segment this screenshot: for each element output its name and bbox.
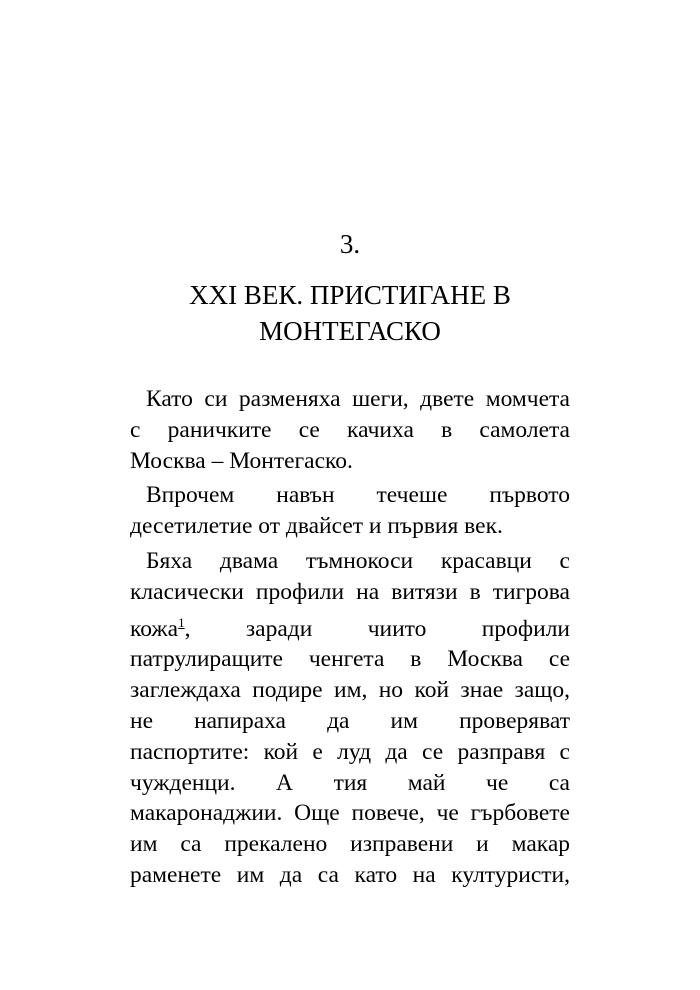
chapter-title <box>130 277 570 349</box>
body-text <box>130 384 570 895</box>
text-line: им са прекалено изправени и макар <box>130 831 570 858</box>
text-fragment: кожа <box>130 615 179 642</box>
text-line: Като си разменяха шеги, двете момчета <box>146 386 570 412</box>
footnote-link[interactable]: 1 <box>178 614 185 630</box>
text-line: класически профили на витязи в тигрова <box>130 578 570 605</box>
text-line: заглеждаха подире им, но кой знае защо, <box>130 677 570 704</box>
text-line: патрулиращите ченгета в Москва се <box>130 646 570 673</box>
paragraph <box>130 546 570 891</box>
paragraph <box>130 384 570 476</box>
chapter-title-line: XXI ВЕК. ПРИСТИГАНЕ В <box>189 280 511 310</box>
text-line: Москва – Монтегаско. <box>130 447 353 474</box>
text-line: Бяха двама тъмнокоси красавци с <box>146 547 570 574</box>
chapter-title-line: МОНТЕГАСКО <box>259 316 441 346</box>
text-line: Впрочем навън течеше първото <box>146 482 570 509</box>
text-line: раменете им да са като на културисти, <box>130 861 570 888</box>
paragraph <box>130 480 570 542</box>
text-line: паспортите: кой е луд да се разправя с <box>130 738 570 765</box>
chapter-number: 3. <box>339 229 361 259</box>
text-fragment: , заради чиито профили <box>184 615 570 642</box>
text-line: десетилетие от двайсет и първия век. <box>130 513 503 540</box>
text-line: с раничките се качиха в самолета <box>130 416 570 443</box>
text-line: чужденци. А тия май че са <box>130 769 570 796</box>
text-line: макаронаджии. Още повече, че гърбовете <box>130 800 570 827</box>
text-line-with-footnote <box>130 608 570 645</box>
text-line: не напираха да им проверяват <box>130 707 570 734</box>
